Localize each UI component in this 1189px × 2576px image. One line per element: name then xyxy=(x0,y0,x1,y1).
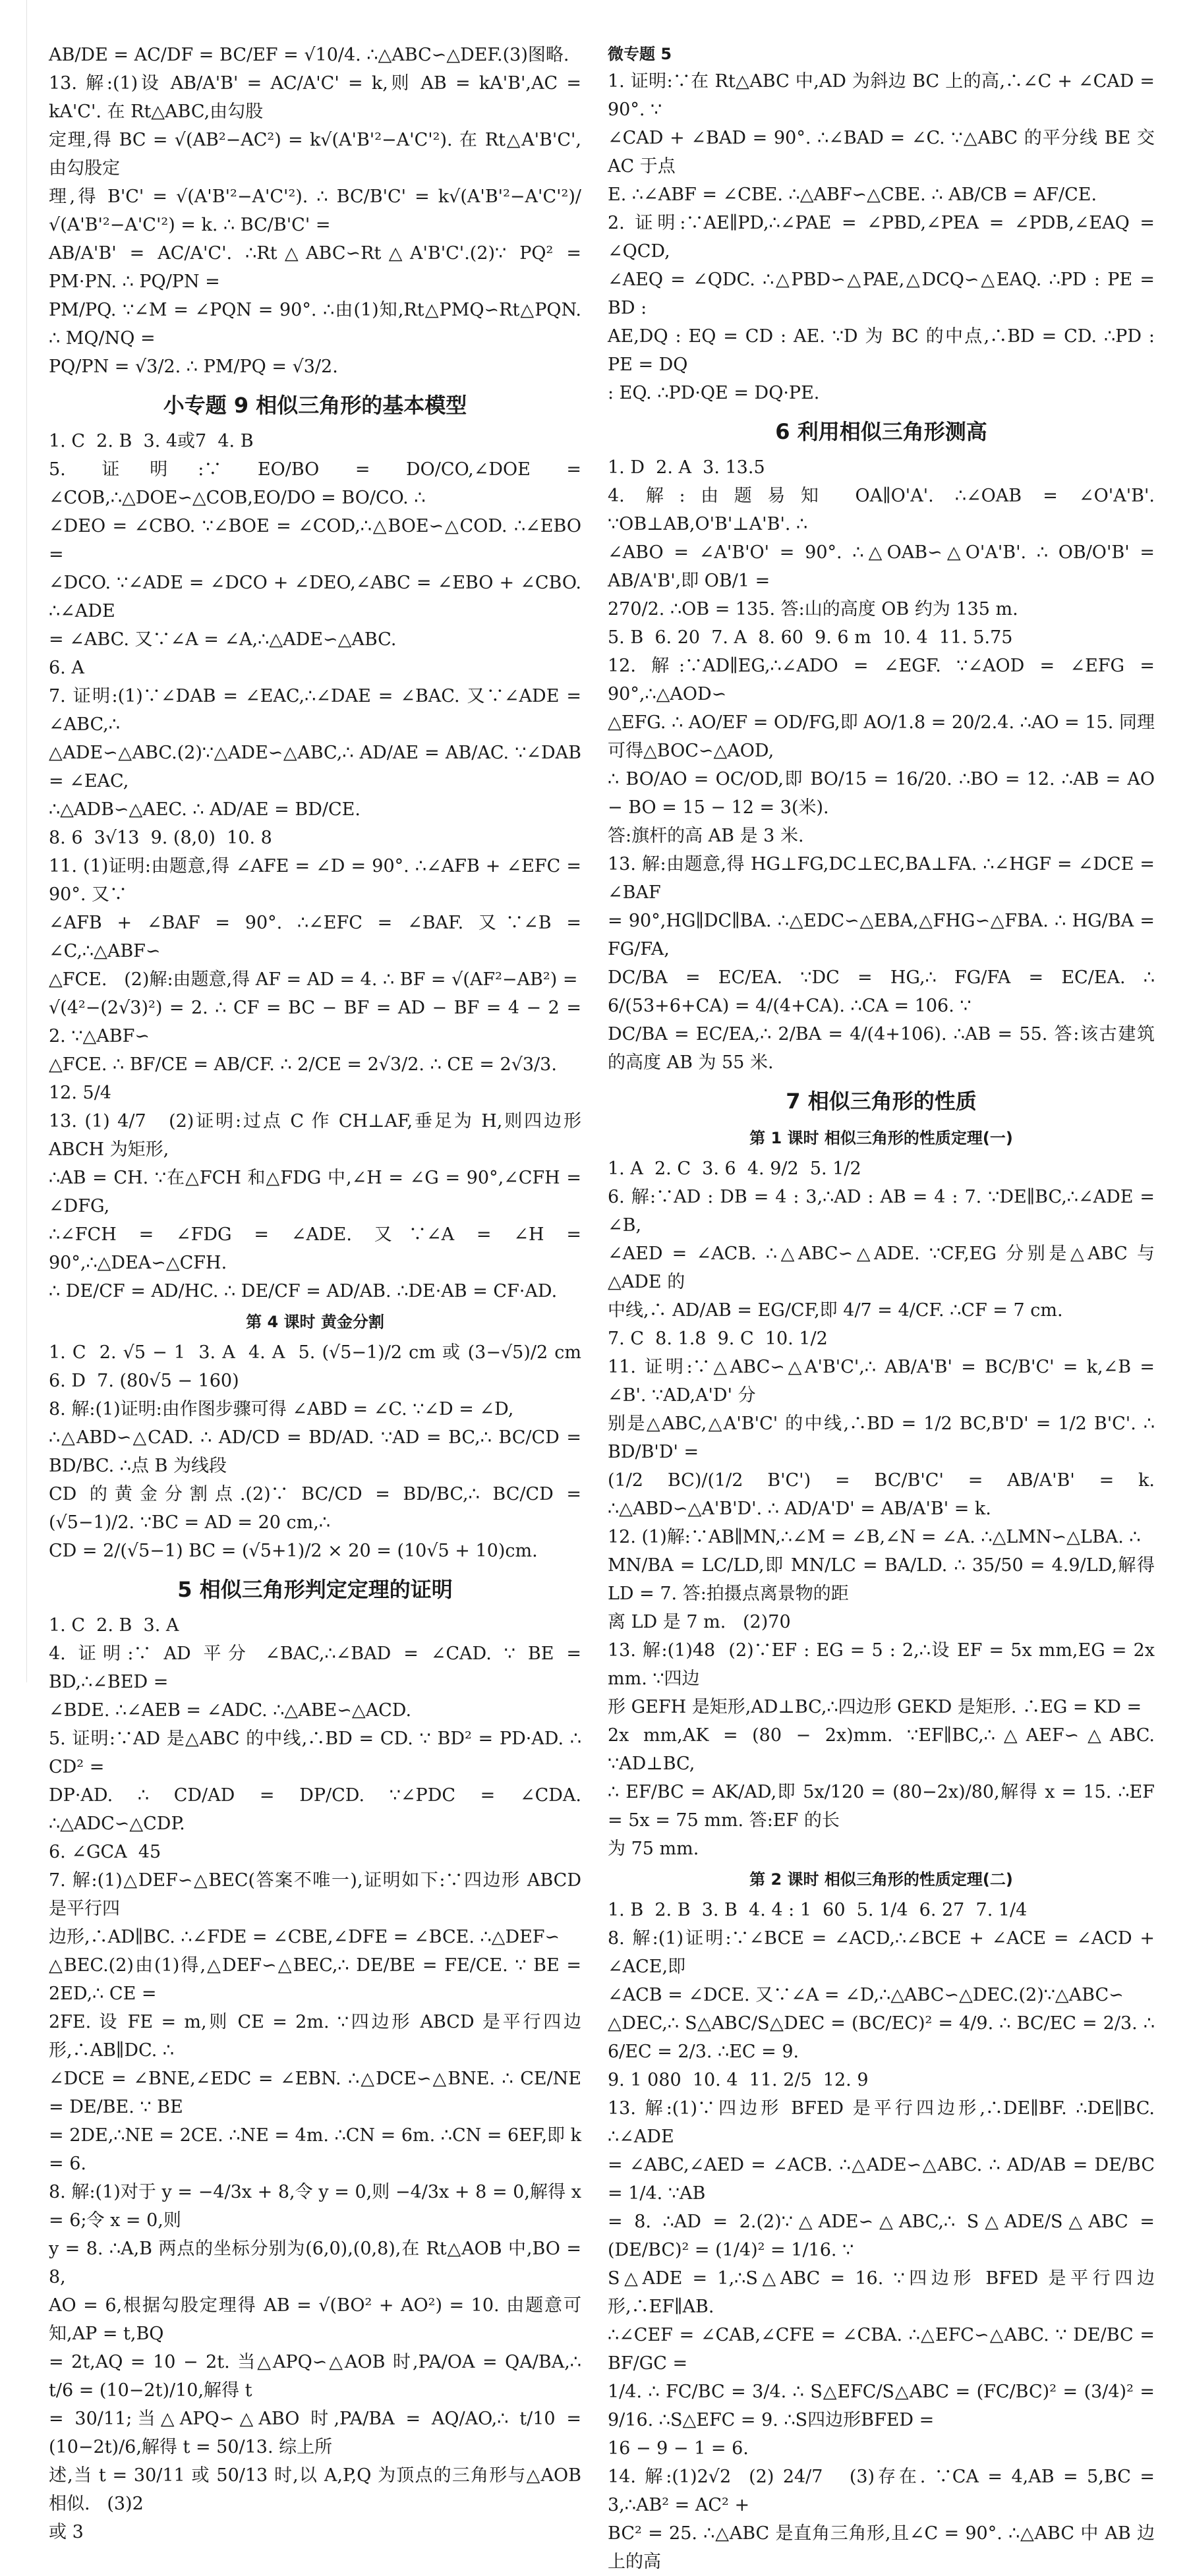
answer-line: CD 的黄金分割点.(2)∵ BC/CD = BD/BC,∴ BC/CD = (√5−1)/2. ∵BC = AD = 20 cm,∴ xyxy=(49,1484,587,1533)
answer-line: PQ/PN = √3/2. ∴ PM/PQ = √3/2. xyxy=(49,357,338,377)
answer-line: △FCE. ∴ BF/CE = AB/CF. ∴ 2/CE = 2√3/2. ∴ CE = 2√3/3. xyxy=(49,1054,557,1075)
previous-page-margin xyxy=(0,0,27,1682)
answer-line: ∠DEO = ∠CBO. ∵∠BOE = ∠COD,∴△BOE∽△COD. ∴∠EBO = xyxy=(49,516,587,565)
answer-line: ∠DCO. ∵∠ADE = ∠DCO + ∠DEO,∠ABC = ∠EBO + ∠CBO. ∴∠ADE xyxy=(49,573,587,621)
answer-line: △ADE∽△ABC.(2)∵△ADE∽△ABC,∴ AD/AE = AB/AC. ∵∠DAB = ∠EAC, xyxy=(49,743,587,791)
answer-line: = 30/11;当△APQ∽△ABO 时,PA/BA = AQ/AO,∴ t/10 = (10−2t)/6,解得 t = 50/13. 综上所 xyxy=(49,2409,587,2457)
answer-line: 9. 1 080 10. 4 11. 2/5 12. 9 xyxy=(608,2070,869,2090)
answer-line: DP·AD. ∴ CD/AD = DP/CD. ∵∠PDC = ∠CDA. ∴△ADC∽△CDP. xyxy=(49,1785,587,1834)
answer-line: 别是△ABC,△A'B'C' 的中线,∴BD = 1/2 BC,B'D' = 1/2 B'C'. ∴ BD/B'D' = xyxy=(608,1414,1161,1462)
answer-line: CD = 2/(√5−1) BC = (√5+1)/2 × 20 = (10√5 + 10)cm. xyxy=(49,1541,538,1561)
section-heading: 5 相似三角形判定定理的证明 xyxy=(177,1577,453,1602)
section-heading: 小专题 9 相似三角形的基本模型 xyxy=(163,393,467,418)
answer-line: 12. 解:∵AD∥EG,∴∠ADO = ∠EGF. ∵∠AOD = ∠EFG = 90°,∴△AOD∽ xyxy=(608,656,1161,704)
answer-line: 4. 解:由题易知 OA∥O'A'. ∴∠OAB = ∠O'A'B'. ∵OB⊥AB,O'B'⊥A'B'. ∴ xyxy=(608,486,1161,534)
answer-line: 4. 证明:∵ AD 平分 ∠BAC,∴∠BAD = ∠CAD. ∵ BE = BD,∴∠BED = xyxy=(49,1644,587,1692)
answer-line: 理,得 B'C' = √(A'B'²−A'C'²). ∴ BC/B'C' = k√(A'B'²−A'C'²)/√(A'B'²−A'C'²) = k. ∴ BC/B'C' = xyxy=(49,186,581,235)
answer-line: 8. 解:(1)证明:由作图步骤可得 ∠ABD = ∠C. ∵∠D = ∠D, xyxy=(49,1399,514,1419)
answer-line: 2FE. 设 FE = m,则 CE = 2m. ∵四边形 ABCD 是平行四边形,∴AB∥DC. ∴ xyxy=(49,2012,581,2061)
section-heading: 微专题 5 xyxy=(608,45,672,63)
answer-line: 中线,∴ AD/AB = EG/CF,即 4/7 = 4/CF. ∴CF = 7 cm. xyxy=(608,1300,1063,1321)
answer-line: y = 8. ∴A,B 两点的坐标分别为(6,0),(0,8),在 Rt△AOB 中,BO = 8, xyxy=(49,2239,587,2287)
answer-line: ∠AEQ = ∠QDC. ∴△PBD∽△PAE,△DCQ∽△EAQ. ∴PD : PE = BD : xyxy=(608,270,1161,318)
answer-line: 6. ∠GCA 45 xyxy=(49,1842,161,1862)
answer-line: AE,DQ : EQ = CD : AE. ∵D 为 BC 的中点,∴BD = CD. ∴PD : PE = DQ xyxy=(608,326,1161,375)
answer-line: ∴∠FCH = ∠FDG = ∠ADE. 又∵∠A = ∠H = 90°,∴△DEA∽△CFH. xyxy=(49,1224,587,1273)
answer-line: ∠ABO = ∠A'B'O' = 90°. ∴△OAB∽△O'A'B'. ∴ OB/O'B' = AB/A'B',即 OB/1 = xyxy=(608,542,1161,591)
answer-line: 8. 解:(1)证明:∵∠BCE = ∠ACD,∴∠BCE + ∠ACE = ∠ACD + ∠ACE,即 xyxy=(608,1928,1161,1977)
answer-line: ∴ BO/AO = OC/OD,即 BO/15 = 16/20. ∴BO = 12. ∴AB = AO − BO = 15 − 12 = 3(米). xyxy=(608,769,1161,818)
answer-line: 离 LD 是 7 m. (2)70 xyxy=(608,1612,791,1632)
answer-line: ∠CAD + ∠BAD = 90°. ∴∠BAD = ∠C. ∵△ABC 的平分线 BE 交 AC 于点 xyxy=(608,128,1161,177)
answer-line: 答:旗杆的高 AB 是 3 米. xyxy=(608,826,804,846)
answer-line: ∠BDE. ∴∠AEB = ∠ADC. ∴△ABE∽△ACD. xyxy=(49,1700,412,1721)
answer-line: 7. 解:(1)△DEF∽△BEC(答案不唯一),证明如下:∵四边形 ABCD 是平行四 xyxy=(49,1870,587,1919)
answer-line: 1. C 2. √5 − 1 3. A 4. A 5. (√5−1)/2 cm 或 (3−√5)/2 cm 6. D 7. (80√5 − 160) xyxy=(49,1342,593,1391)
answer-line: AO = 6,根据勾股定理得 AB = √(BO² + AO²) = 10. 由题意可知,AP = t,BQ xyxy=(49,2295,581,2344)
answer-line: PM/PQ. ∵∠M = ∠PQN = 90°. ∴由(1)知,Rt△PMQ∽Rt△PQN. ∴ MQ/NQ = xyxy=(49,300,587,349)
answer-line: △BEC.(2)由(1)得,△DEF∽△BEC,∴ DE/BE = FE/CE. ∵ BE = 2ED,∴ CE = xyxy=(49,1955,587,2004)
answer-line: 13. 解:(1)∵四边形 BFED 是平行四边形,∴DE∥BF. ∴DE∥BC. ∴∠ADE xyxy=(608,2098,1161,2147)
answer-line: ∠AED = ∠ACB. ∴△ABC∽△ADE. ∵CF,EG 分别是△ABC 与△ADE 的 xyxy=(608,1244,1155,1292)
answer-line: 定理,得 BC = √(AB²−AC²) = k√(A'B'²−A'C'²). 在 Rt△A'B'C',由勾股定 xyxy=(49,130,581,179)
answer-line: 2. 证明:∵AE∥PD,∴∠PAE = ∠PBD,∠PEA = ∠PDB,∠EAQ = ∠QCD, xyxy=(608,213,1161,262)
section-heading: 第 1 课时 相似三角形的性质定理(一) xyxy=(749,1129,1013,1147)
answer-line: 14. 解:(1)2√2 (2) 24/7 (3)存在. ∵CA = 4,AB = 5,BC = 3,∴AB² = AC² + xyxy=(608,2467,1161,2515)
answer-line: 1. C 2. B 3. A xyxy=(49,1615,179,1636)
answer-line: 为 75 mm. xyxy=(608,1839,699,1859)
answer-line: 或 3 xyxy=(49,2522,84,2542)
answer-line: 1. B 2. B 3. B 4. 4 : 1 60 5. 1/4 6. 27 7. 1/4 xyxy=(608,1900,1028,1920)
answer-line: 13. (1) 4/7 (2)证明:过点 C 作 CH⊥AF,垂足为 H,则四边形 ABCH 为矩形, xyxy=(49,1111,587,1160)
answer-line: 12. (1)解:∵AB∥MN,∴∠M = ∠B,∠N = ∠A. ∴△LMN∽△LBA. ∴ xyxy=(608,1527,1141,1547)
answer-line: (1/2 BC)/(1/2 B'C') = BC/B'C' = AB/A'B' = k. ∴△ABD∽△A'B'D'. ∴ AD/A'D' = AB/A'B' = k. xyxy=(608,1470,1161,1519)
answer-line: √(4²−(2√3)²) = 2. ∴ CF = BC − BF = AD − BF = 4 − 2 = 2. ∵△ABF∽ xyxy=(49,998,587,1046)
section-heading: 第 2 课时 相似三角形的性质定理(二) xyxy=(749,1870,1013,1889)
answer-line: △EFG. ∴ AO/EF = OD/FG,即 AO/1.8 = 20/2.4. ∴AO = 15. 同理可得△BOC∽△AOD, xyxy=(608,712,1155,761)
answer-line: 5. B 6. 20 7. A 8. 60 9. 6 m 10. 4 11. 5.75 xyxy=(608,627,1013,648)
right-column xyxy=(608,41,1161,2572)
answer-line: ∠ACB = ∠DCE. 又∵∠A = ∠D,∴△ABC∽△DEC.(2)∵△ABC∽ xyxy=(608,1985,1124,2005)
answer-line: 形 GEFH 是矩形,AD⊥BC,∴四边形 GEKD 是矩形. ∴EG = KD = xyxy=(608,1697,1142,1717)
answer-line: = 2t,AQ = 10 − 2t. 当△APQ∽△AOB 时,PA/OA = QA/BA,∴ t/6 = (10−2t)/10,解得 t xyxy=(49,2352,587,2401)
answer-line: S△ADE = 1,∴S△ABC = 16. ∵四边形 BFED 是平行四边形,∴EF∥AB. xyxy=(608,2268,1155,2317)
answer-line: 16 − 9 − 1 = 6. xyxy=(608,2438,749,2459)
section-heading: 第 4 课时 黄金分割 xyxy=(246,1313,384,1331)
answer-line: △DEC,∴ S△ABC/S△DEC = (BC/EC)² = 4/9. ∴ BC/EC = 2/3. ∴ 6/EC = 2/3. ∴EC = 9. xyxy=(608,2013,1161,2062)
answer-line: 11. 证明:∵△ABC∽△A'B'C',∴ AB/A'B' = BC/B'C' = k,∠B = ∠B'. ∵AD,A'D' 分 xyxy=(608,1357,1161,1406)
answer-line: ∴∠CEF = ∠CAB,∠CFE = ∠CBA. ∴△EFC∽△ABC. ∵ DE/BC = BF/GC = xyxy=(608,2325,1161,2374)
answer-line: AB/A'B' = AC/A'C'. ∴Rt△ABC∽Rt△A'B'C'.(2)∵ PQ² = PM·PN. ∴ PQ/PN = xyxy=(49,243,587,292)
answer-line: ∴△ADB∽△AEC. ∴ AD/AE = BD/CE. xyxy=(49,799,361,820)
answer-line: 1/4. ∴ FC/BC = 3/4. ∴ S△EFC/S△ABC = (FC/BC)² = (3/4)² = 9/16. ∴S△EFC = 9. ∴S四边形BFED = xyxy=(608,2382,1161,2430)
answer-line: AB/DE = AC/DF = BC/EF = √10/4. ∴△ABC∽△DEF.(3)图略. xyxy=(49,45,569,65)
answer-line: 13. 解:(1)设 AB/A'B' = AC/A'C' = k,则 AB = kA'B',AC = kA'C'. 在 Rt△ABC,由勾股 xyxy=(49,73,587,122)
answer-line: = ∠ABC,∠AED = ∠ACB. ∴△ADE∽△ABC. ∴ AD/AB = DE/BC = 1/4. ∵AB xyxy=(608,2155,1161,2204)
section-heading: 6 利用相似三角形测高 xyxy=(775,419,987,444)
answer-line: ∴AB = CH. ∵在△FCH 和△FDG 中,∠H = ∠G = 90°,∠CFH = ∠DFG, xyxy=(49,1168,587,1216)
answer-line: ∴ EF/BC = AK/AD,即 5x/120 = (80−2x)/80,解得 x = 15. ∴EF = 5x = 75 mm. 答:EF 的长 xyxy=(608,1782,1161,1831)
answer-line: DC/BA = EC/EA,∴ 2/BA = 4/(4+106). ∴AB = 55. 答:该古建筑的高度 AB 为 55 米. xyxy=(608,1024,1155,1073)
answer-line: △FCE. (2)解:由题意,得 AF = AD = 4. ∴ BF = √(AF²−AB²) = xyxy=(49,969,578,990)
answer-line: MN/BA = LC/LD,即 MN/LC = BA/LD. ∴ 35/50 = 4.9/LD,解得 LD = 7. 答:拍摄点离景物的距 xyxy=(608,1555,1161,1604)
section-heading: 7 相似三角形的性质 xyxy=(786,1089,977,1114)
answer-line: 13. 解:(1)48 (2)∵EF : EG = 5 : 2,∴设 EF = 5x mm,EG = 2x mm. ∵四边 xyxy=(608,1640,1161,1689)
answer-line: 5. 证明:∵ EO/BO = DO/CO,∠DOE = ∠COB,∴△DOE∽△COB,EO/DO = BO/CO. ∴ xyxy=(49,459,587,508)
answer-line: = ∠ABC. 又∵∠A = ∠A,∴△ADE∽△ABC. xyxy=(49,629,397,650)
answer-line: 1. A 2. C 3. 6 4. 9/2 5. 1/2 xyxy=(608,1159,861,1179)
answer-line: 1. C 2. B 3. 4或7 4. B xyxy=(49,431,254,451)
left-column xyxy=(49,41,593,2542)
answer-line: 11. (1)证明:由题意,得 ∠AFE = ∠D = 90°. ∴∠AFB + ∠EFC = 90°. 又∵ xyxy=(49,856,587,905)
answer-line: 7. C 8. 1.8 9. C 10. 1/2 xyxy=(608,1329,828,1349)
answer-line: 5. 证明:∵AD 是△ABC 的中线,∴BD = CD. ∵ BD² = PD·AD. ∴ CD² = xyxy=(49,1729,587,1777)
answer-line: = 2DE,∴NE = 2CE. ∴NE = 4m. ∴CN = 6m. ∴CN = 6EF,即 k = 6. xyxy=(49,2125,587,2174)
answer-line: 边形,∴AD∥BC. ∴∠FDE = ∠CBE,∠DFE = ∠BCE. ∴△DEF∽ xyxy=(49,1927,560,1947)
answer-line: ∠AFB + ∠BAF = 90°. ∴∠EFC = ∠BAF. 又∵∠B = ∠C,∴△ABF∽ xyxy=(49,913,587,961)
answer-line: 6. A xyxy=(49,658,84,678)
answer-line: : EQ. ∴PD·QE = DQ·PE. xyxy=(608,383,820,403)
answer-line: = 90°,HG∥DC∥BA. ∴△EDC∽△EBA,△FHG∽△FBA. ∴ HG/BA = FG/FA, xyxy=(608,911,1161,959)
answer-line: 13. 解:由题意,得 HG⊥FG,DC⊥EC,BA⊥FA. ∴∠HGF = ∠DCE = ∠BAF xyxy=(608,854,1161,903)
answer-line: 6. 解:∵AD : DB = 4 : 3,∴AD : AB = 4 : 7. ∵DE∥BC,∴∠ADE = ∠B, xyxy=(608,1187,1161,1236)
answer-line: DC/BA = EC/EA. ∵DC = HG,∴ FG/FA = EC/EA. ∴ 6/(53+6+CA) = 4/(4+CA). ∴CA = 106. ∵ xyxy=(608,967,1161,1016)
answer-line: 12. 5/4 xyxy=(49,1083,111,1103)
answer-line: ∴△ABD∽△CAD. ∴ AD/CD = BD/AD. ∵AD = BC,∴ BC/CD = BD/BC. ∴点 B 为线段 xyxy=(49,1427,587,1476)
answer-line: ∠DCE = ∠BNE,∠EDC = ∠EBN. ∴△DCE∽△BNE. ∴ CE/NE = DE/BE. ∵ BE xyxy=(49,2069,587,2117)
answer-line: 7. 证明:(1)∵∠DAB = ∠EAC,∴∠DAE = ∠BAC. 又∵∠ADE = ∠ABC,∴ xyxy=(49,686,587,735)
answer-line: 8. 6 3√13 9. (8,0) 10. 8 xyxy=(49,828,272,848)
answer-line: 1. 证明:∵在 Rt△ABC 中,AD 为斜边 BC 上的高,∴∠C + ∠CAD = 90°. ∵ xyxy=(608,71,1161,120)
answer-line: ∴ DE/CF = AD/HC. ∴ DE/CF = AD/AB. ∴DE·AB = CF·AD. xyxy=(49,1281,558,1302)
answer-line: 2x mm,AK = (80 − 2x)mm. ∵EF∥BC,∴△AEF∽△ABC. ∵AD⊥BC, xyxy=(608,1725,1161,1774)
answer-line: 270/2. ∴OB = 135. 答:山的高度 OB 约为 135 m. xyxy=(608,599,1018,619)
answer-line: = 8. ∴AD = 2.(2)∵△ADE∽△ABC,∴ S△ADE/S△ABC = (DE/BC)² = (1/4)² = 1/16. ∵ xyxy=(608,2212,1161,2260)
answer-line: E. ∴∠ABF = ∠CBE. ∴△ABF∽△CBE. ∴ AB/CB = AF/CE. xyxy=(608,185,1097,205)
answer-line: 1. D 2. A 3. 13.5 xyxy=(608,457,765,478)
answer-line: 述,当 t = 30/11 或 50/13 时,以 A,P,Q 为顶点的三角形与△AOB 相似. (3)2 xyxy=(49,2465,587,2514)
answer-line: 8. 解:(1)对于 y = −4/3x + 8,令 y = 0,则 −4/3x + 8 = 0,解得 x = 6;令 x = 0,则 xyxy=(49,2182,587,2231)
answer-line: BC² = 25. ∴△ABC 是直角三角形,且∠C = 90°. ∴△ABC 中 AB 边上的高 xyxy=(608,2523,1155,2572)
